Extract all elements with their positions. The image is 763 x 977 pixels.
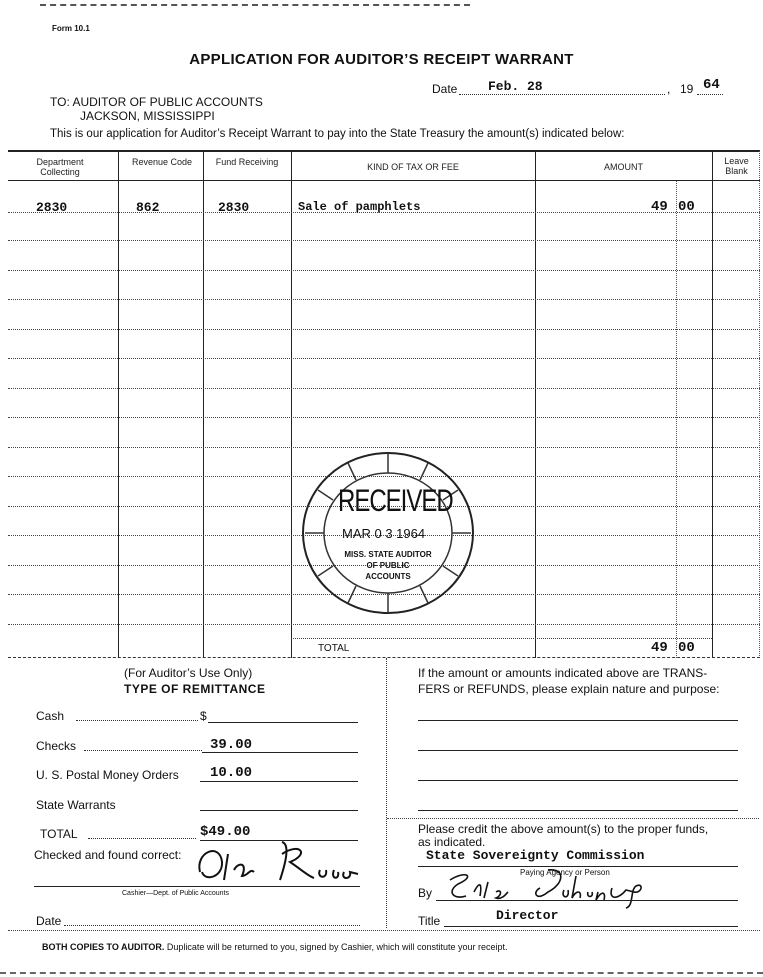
explain-line	[418, 720, 738, 721]
footer-note	[42, 942, 508, 952]
row-rule	[8, 329, 760, 330]
explain-line	[418, 810, 738, 811]
date-year-prefix: 19	[680, 82, 694, 96]
table-header-border	[8, 180, 760, 181]
footer-rest: Duplicate will be returned to you, signed by Cashier, which will constitute your receipt.	[166, 942, 508, 952]
row-rule	[8, 624, 760, 625]
header-amount: AMOUNT	[604, 162, 643, 172]
row-rule	[8, 240, 760, 241]
by-label: By	[418, 886, 433, 900]
col-divider-5	[712, 151, 713, 658]
checks-label: Checks	[36, 739, 77, 753]
date-value: Feb. 28	[488, 79, 543, 94]
transfers-text-2: FERS or REFUNDS, please explain nature and purpose:	[418, 682, 720, 696]
table-right-edge	[759, 151, 760, 658]
auditor-date-line	[64, 925, 360, 926]
page-title: APPLICATION FOR AUDITOR’S RECEIPT WARRANT	[189, 51, 574, 68]
title-label: Title	[418, 914, 441, 928]
credit-text-2: as indicated.	[418, 835, 486, 849]
received-stamp	[300, 450, 476, 616]
cash-line	[208, 722, 358, 723]
to-line-2: JACKSON, MISSISSIPPI	[80, 109, 215, 123]
header-dept: Department Collecting	[36, 157, 84, 177]
auditor-total-value: $49.00	[200, 824, 251, 840]
total-cents: 00	[678, 640, 695, 656]
cashier-caption: Cashier—Dept. of Public Accounts	[122, 890, 229, 897]
title-value: Director	[496, 908, 559, 923]
explain-line	[418, 750, 738, 751]
row1-cents: 00	[678, 199, 695, 215]
cash-leader	[76, 720, 198, 721]
col-divider-1	[118, 151, 119, 658]
footer-bold: BOTH COPIES TO AUDITOR.	[42, 942, 165, 952]
credit-section-border	[387, 818, 759, 819]
stamp-line-3: ACCOUNTS	[365, 572, 411, 581]
total-row-top	[291, 638, 712, 639]
bottom-divider	[386, 658, 387, 928]
row1-kind: Sale of pamphlets	[298, 200, 421, 214]
auditor-heading-1: (For Auditor’s Use Only)	[124, 666, 253, 680]
date-label: Date	[432, 82, 458, 96]
credit-agency: State Sovereignty Commission	[426, 848, 645, 863]
row-rule	[8, 447, 760, 448]
cashier-signature-icon	[190, 832, 370, 892]
row1-revenue: 862	[136, 200, 160, 215]
checks-value: 39.00	[210, 737, 253, 753]
cashier-signature-line	[34, 886, 360, 887]
auditor-total-label: TOTAL	[40, 827, 78, 841]
agency-caption: Paying Agency or Person	[520, 868, 610, 877]
row-rule	[8, 417, 760, 418]
transfers-text-1: If the amount or amounts indicated above are TRANS-	[418, 666, 708, 680]
cash-prefix: $	[200, 709, 207, 723]
money-orders-value: 10.00	[210, 765, 253, 781]
by-line	[436, 900, 738, 901]
stamp-date: MAR 0 3 1964	[342, 526, 426, 541]
total-label: TOTAL	[318, 643, 350, 654]
stamp-word: RECEIVED	[338, 483, 453, 519]
header-revenue: Revenue Code	[131, 157, 193, 167]
explain-line	[418, 780, 738, 781]
stamp-line-2: OF PUBLIC	[366, 561, 410, 570]
table-bottom-border	[8, 657, 760, 658]
row-rule	[8, 358, 760, 359]
header-leave: Leave Blank	[724, 156, 749, 176]
form-number: Form 10.1	[52, 24, 90, 33]
row-rule	[8, 270, 760, 271]
total-dollars: 49	[651, 640, 668, 656]
director-signature-icon	[436, 862, 666, 912]
credit-text-1: Please credit the above amount(s) to the proper funds,	[418, 822, 709, 836]
top-edge-mark	[40, 4, 470, 6]
row1-dollars: 49	[651, 199, 668, 215]
money-orders-label: U. S. Postal Money Orders	[36, 768, 179, 782]
cash-label: Cash	[36, 709, 65, 723]
row1-fund: 2830	[218, 200, 250, 215]
date-year-suffix: 64	[703, 77, 720, 93]
intro-text: This is our application for Auditor’s Receipt Warrant to pay into the State Treasury the amount(s) indicated below:	[50, 128, 625, 140]
auditor-total-leader	[88, 838, 196, 839]
row1-dept: 2830	[36, 200, 68, 215]
table-top-border	[8, 150, 760, 152]
checked-label: Checked and found correct:	[34, 848, 182, 862]
header-kind: KIND OF TAX OR FEE	[367, 162, 459, 172]
money-orders-line	[200, 781, 358, 782]
to-line-1: TO: AUDITOR OF PUBLIC ACCOUNTS	[50, 95, 263, 109]
checks-leader	[84, 750, 202, 751]
year-underline	[697, 94, 723, 95]
col-cents-divider	[676, 181, 677, 658]
footer-rule	[8, 930, 760, 931]
checks-line	[202, 752, 358, 753]
date-underline	[459, 94, 665, 95]
warrants-line	[200, 810, 358, 811]
auditor-date-label: Date	[36, 914, 62, 928]
stamp-line-1: MISS. STATE AUDITOR	[344, 550, 432, 559]
title-line	[444, 926, 738, 927]
row-rule	[8, 388, 760, 389]
col-divider-4	[535, 151, 536, 658]
warrants-label: State Warrants	[36, 798, 116, 812]
auditor-heading-2: TYPE OF REMITTANCE	[124, 682, 266, 696]
col-divider-2	[203, 151, 204, 658]
date-comma: ,	[667, 82, 671, 96]
row-rule	[8, 299, 760, 300]
col-divider-3	[291, 151, 292, 658]
bottom-edge-mark	[0, 972, 763, 974]
header-fund: Fund Receiving	[215, 157, 279, 167]
